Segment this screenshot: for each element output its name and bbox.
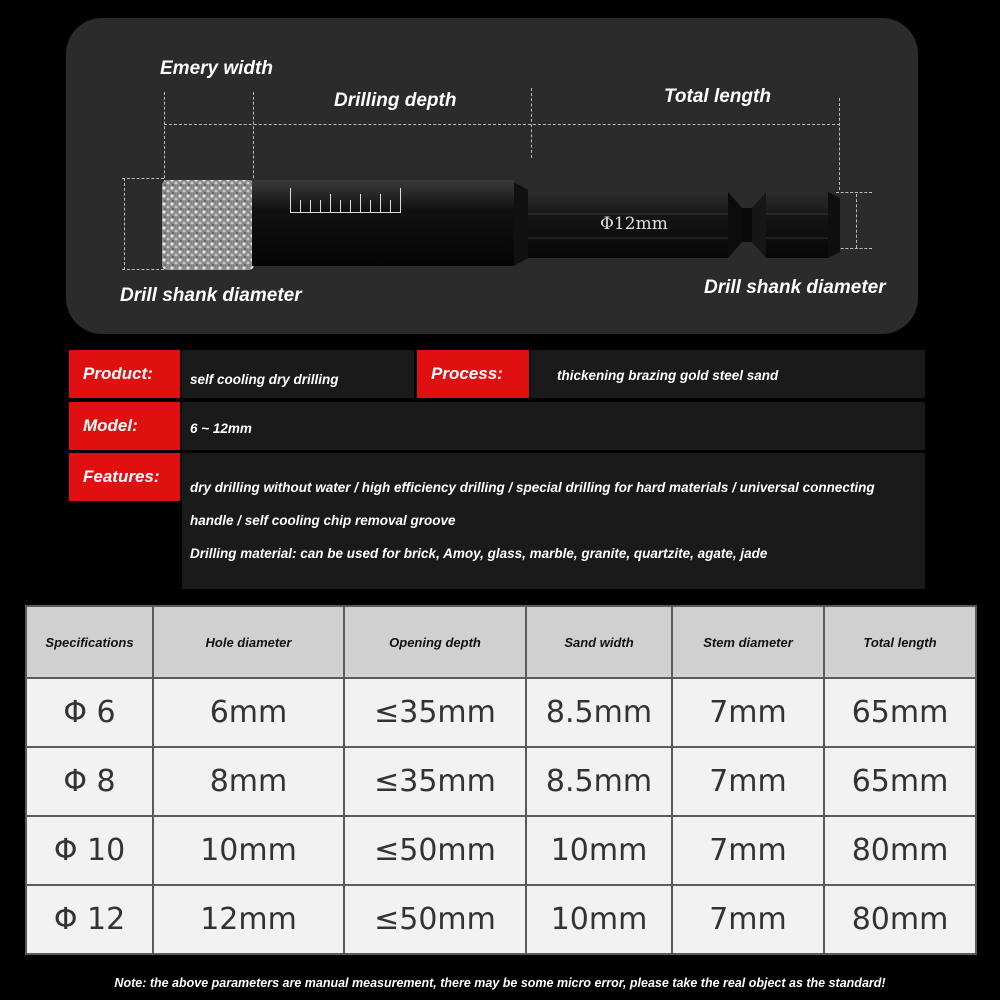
table-cell: Φ 6 [26,678,153,747]
table-cell: ≤35mm [344,747,526,816]
specifications-table [25,605,977,955]
emery-width-label: Emery width [160,58,273,79]
table-cell: 80mm [824,885,976,954]
table-cell: 6mm [153,678,344,747]
table-cell: Φ 12 [26,885,153,954]
features-line: dry drilling without water / high efficiency drilling / special drilling for hard materials / universal connecting [190,480,875,495]
column-header: Hole diameter [153,606,344,678]
column-header: Total length [824,606,976,678]
table-header-row [26,606,976,678]
table-cell: 10mm [526,885,672,954]
features-value [182,453,925,589]
table-cell: 10mm [526,816,672,885]
table-cell: 65mm [824,747,976,816]
table-cell: 12mm [153,885,344,954]
drill-shank-diameter-right-label: Drill shank diameter [704,277,886,298]
shank-engraving: Φ12mm [600,214,668,234]
table-cell: 7mm [672,816,824,885]
table-cell: ≤50mm [344,885,526,954]
features-line: handle / self cooling chip removal groove [190,513,456,528]
table-cell: 8.5mm [526,678,672,747]
table-cell: 7mm [672,885,824,954]
model-label: Model: [69,402,180,450]
drill-diagram-panel [66,18,918,334]
drill-shank-diameter-left-label: Drill shank diameter [120,285,302,306]
table-cell: 8mm [153,747,344,816]
column-header: Sand width [526,606,672,678]
column-header: Stem diameter [672,606,824,678]
model-value: 6 ~ 12mm [182,402,925,450]
process-value: thickening brazing gold steel sand [531,350,925,398]
table-row [26,678,976,747]
drilling-depth-label: Drilling depth [334,90,457,111]
product-value: self cooling dry drilling [182,350,414,398]
table-cell: Φ 8 [26,747,153,816]
table-cell: 8.5mm [526,747,672,816]
table-row [26,885,976,954]
table-row [26,816,976,885]
table-cell: 7mm [672,678,824,747]
total-length-label: Total length [664,86,771,107]
column-header: Opening depth [344,606,526,678]
table-cell: ≤35mm [344,678,526,747]
depth-scale-marks [290,188,404,216]
specifications-panel [25,605,975,955]
table-cell: ≤50mm [344,816,526,885]
column-header: Specifications [26,606,153,678]
features-label: Features: [69,453,180,501]
table-cell: 80mm [824,816,976,885]
features-line: Drilling material: can be used for brick, Amoy, glass, marble, granite, quartzite, agate, jade [190,546,768,561]
table-row [26,747,976,816]
drill-bit-illustration [66,18,918,334]
table-cell: 65mm [824,678,976,747]
table-cell: Φ 10 [26,816,153,885]
product-label: Product: [69,350,180,398]
footnote: Note: the above parameters are manual measurement, there may be some micro error, please take the real object as the standard! [114,976,886,990]
table-cell: 7mm [672,747,824,816]
process-label: Process: [417,350,529,398]
table-cell: 10mm [153,816,344,885]
